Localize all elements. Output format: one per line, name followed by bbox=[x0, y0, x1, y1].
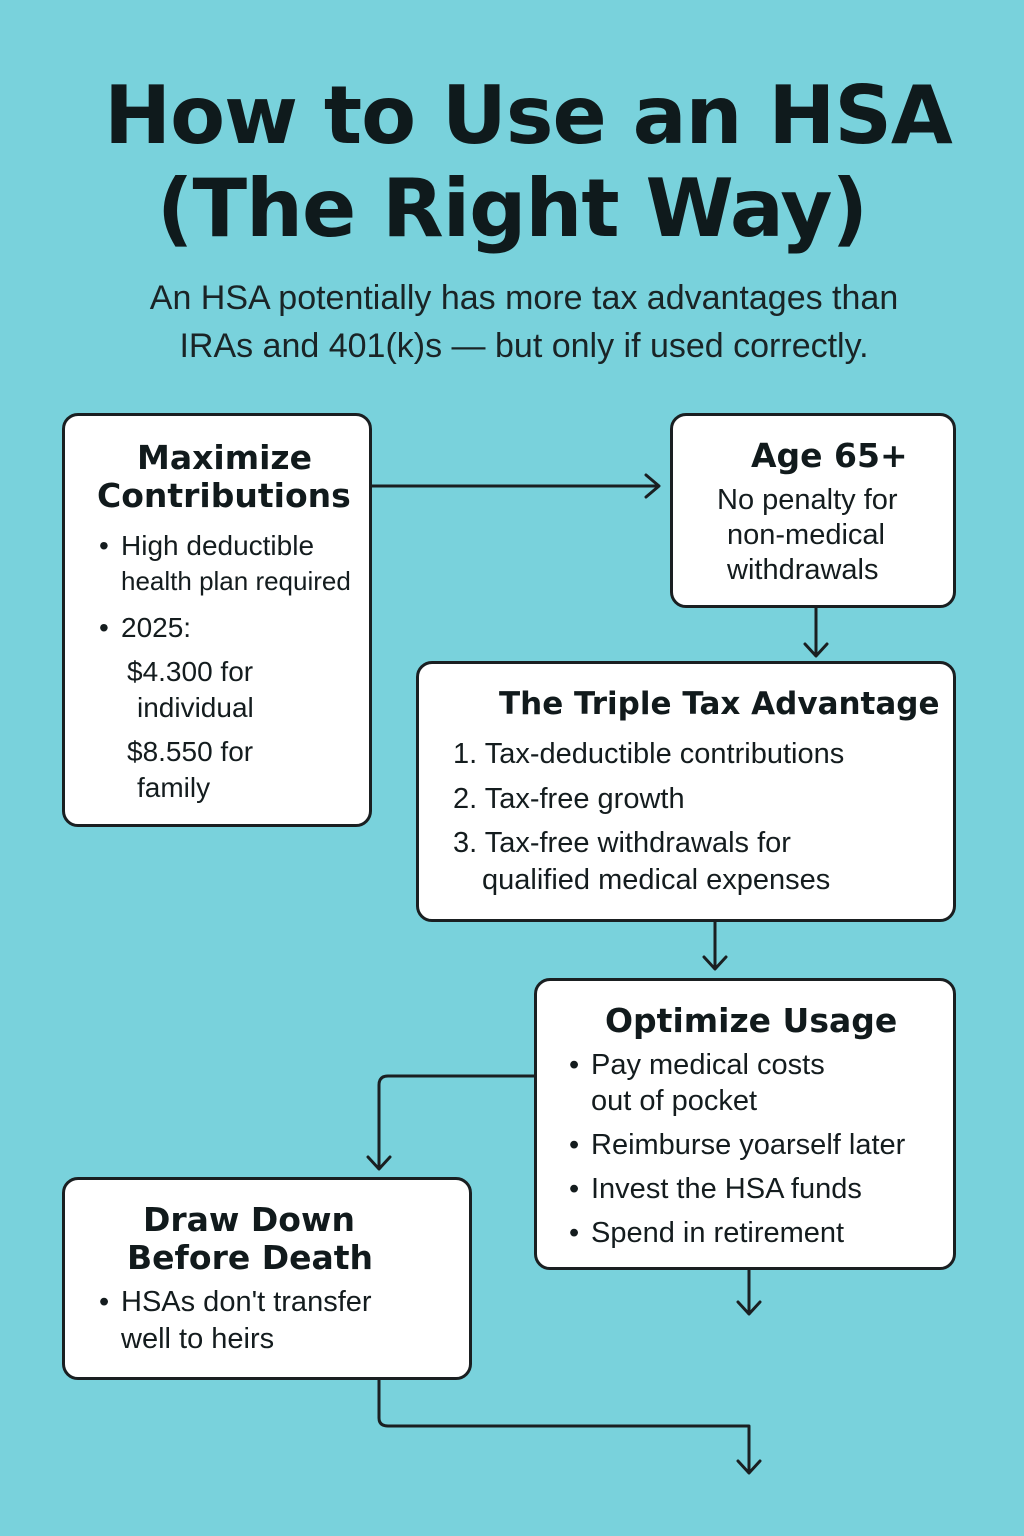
age-65-title: Age 65+ bbox=[751, 436, 908, 475]
subtitle: An HSA potentially has more tax advantages than bbox=[149, 279, 899, 317]
individual-limit-label: individual bbox=[137, 692, 254, 723]
connector-optimize-to-drawdown bbox=[379, 1076, 535, 1168]
page-title-line-2: (The Right Way) bbox=[156, 162, 868, 255]
page-title: How to Use an HSA bbox=[104, 69, 952, 162]
draw-down-bullet-line-2: well to heirs bbox=[121, 1323, 275, 1355]
triple-tax-advantage-box bbox=[416, 661, 956, 922]
maximize-title: Maximize bbox=[137, 438, 312, 477]
individual-limit-amount: $4.300 for bbox=[127, 656, 254, 687]
connector-drawdown-bottom bbox=[379, 1380, 749, 1472]
optimize-title: Optimize Usage bbox=[605, 1001, 898, 1040]
triple-item-3: 3. Tax-free withdrawals for bbox=[453, 827, 791, 859]
triple-item-3-line-2: qualified medical expenses bbox=[482, 864, 831, 896]
optimize-bullet-4: • Spend in retirement bbox=[591, 1217, 844, 1250]
family-limit-amount: $8.550 for bbox=[127, 736, 254, 767]
maximize-title-line-2: Contributions bbox=[97, 476, 351, 515]
draw-down-box bbox=[62, 1177, 472, 1380]
family-limit-label: family bbox=[137, 772, 211, 803]
triple-item-2: 2. Tax-free growth bbox=[453, 783, 685, 815]
subtitle-line-2: IRAs and 401(k)s — but only if used correctly. bbox=[179, 327, 869, 365]
age-65-line-2: non-medical bbox=[727, 519, 885, 551]
year-bullet: • 2025: bbox=[121, 612, 191, 644]
optimize-bullet-3: • Invest the HSA funds bbox=[591, 1173, 862, 1206]
draw-down-title-line-2: Before Death bbox=[127, 1238, 374, 1277]
age-65-line-1: No penalty for bbox=[717, 484, 898, 516]
draw-down-bullet: • HSAs don't transfer bbox=[121, 1286, 372, 1319]
age-65-box bbox=[670, 413, 956, 608]
optimize-bullet-1: • Pay medical costs bbox=[591, 1049, 825, 1082]
hdhp-bullet: • High deductible bbox=[121, 530, 314, 562]
hdhp-bullet-line-2: health plan required bbox=[121, 566, 351, 596]
age-65-line-3: withdrawals bbox=[727, 554, 879, 586]
optimize-bullet-1-line-2: out of pocket bbox=[591, 1085, 758, 1117]
draw-down-title: Draw Down bbox=[143, 1200, 355, 1239]
optimize-bullet-2: • Reimburse yoarself later bbox=[591, 1129, 905, 1162]
triple-tax-title: The Triple Tax Advantage bbox=[499, 686, 940, 722]
optimize-usage-box bbox=[534, 978, 956, 1270]
maximize-contributions-box bbox=[62, 413, 372, 827]
triple-item-1: 1. Tax-deductible contributions bbox=[453, 738, 845, 770]
